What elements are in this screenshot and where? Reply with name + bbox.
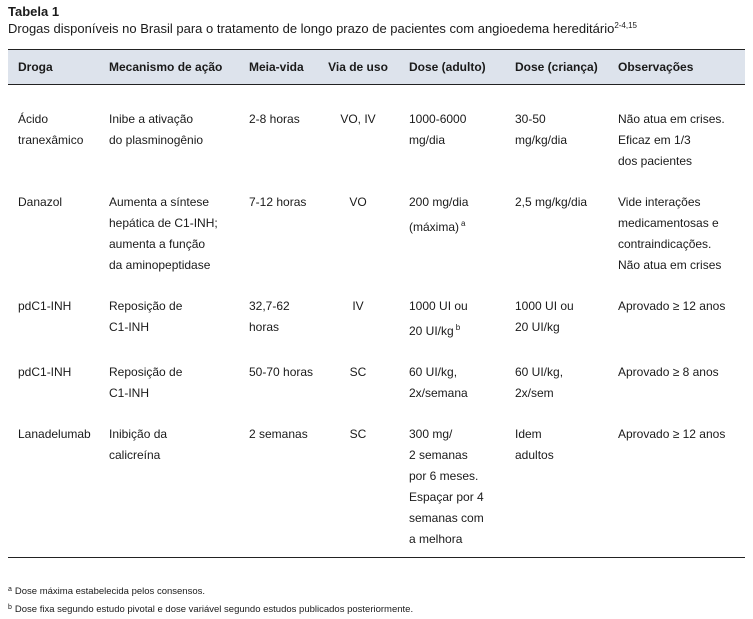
cell-dose-crianca-text: 2,5 mg/kg/dia — [515, 195, 588, 209]
footnote-text: Dose máxima estabelecida pelos consensos. — [14, 586, 206, 597]
cell-via-text: IV — [352, 299, 364, 313]
cell-dose-adulto — [399, 424, 505, 558]
cell-via — [317, 85, 399, 193]
cell-droga — [8, 296, 99, 362]
header-mecanismo: Mecanismo de ação — [99, 50, 239, 85]
cell-observacoes-text: Vide interações medicamentosas e contraindicações. Não atua em crises — [618, 195, 722, 272]
cell-dose-crianca — [505, 362, 608, 424]
cell-mecanismo — [99, 85, 239, 193]
header-observacoes: Observações — [608, 50, 745, 85]
header-droga: Droga — [8, 50, 99, 85]
cell-dose-adulto-text: 1000 UI ou 20 UI/kg — [409, 299, 468, 338]
table-row — [8, 192, 745, 296]
cell-observacoes — [608, 192, 745, 296]
cell-mecanismo-text: Inibe a ativação do plasminogênio — [109, 112, 204, 147]
cell-via — [317, 296, 399, 362]
cell-meia-vida — [239, 192, 317, 296]
cell-dose-adulto — [399, 362, 505, 424]
cell-droga — [8, 362, 99, 424]
cell-dose-adulto-text: 60 UI/kg, 2x/semana — [409, 365, 468, 400]
table-row — [8, 296, 745, 362]
cell-observacoes — [608, 424, 745, 558]
cell-droga-text: pdC1-INH — [18, 365, 72, 379]
cell-dose-adulto — [399, 85, 505, 193]
header-meia-vida: Meia-vida — [239, 50, 317, 85]
cell-via-text: SC — [349, 365, 367, 379]
table-row — [8, 362, 745, 424]
header-dose-adulto: Dose (adulto) — [399, 50, 505, 85]
cell-observacoes — [608, 296, 745, 362]
cell-observacoes-text: Não atua em crises. Eficaz em 1/3 dos pacientes — [618, 112, 725, 168]
cell-mecanismo-text: Aumenta a síntese hepática de C1-INH; aumenta a função da aminopeptidase — [109, 195, 218, 272]
drug-table — [8, 49, 745, 558]
footnote-reference: a — [461, 219, 466, 228]
cell-dose-adulto-text: 200 mg/dia (máxima) — [409, 195, 469, 234]
footnote-b — [8, 600, 413, 618]
cell-droga-text: Ácido tranexâmico — [18, 112, 84, 147]
cell-mecanismo — [99, 424, 239, 558]
cell-dose-crianca — [505, 85, 608, 193]
cell-meia-vida-text: 50-70 horas — [249, 365, 314, 379]
cell-via — [317, 362, 399, 424]
footnote-reference: b — [455, 323, 461, 332]
cell-mecanismo-text: Inibição da calicreína — [109, 427, 168, 462]
cell-dose-crianca — [505, 296, 608, 362]
cell-observacoes-text: Aprovado ≥ 12 anos — [618, 299, 726, 313]
cell-dose-crianca — [505, 192, 608, 296]
header-dose-crianca: Dose (criança) — [505, 50, 608, 85]
cell-via — [317, 192, 399, 296]
table-title: Tabela 1 — [8, 4, 60, 19]
cell-observacoes-text: Aprovado ≥ 12 anos — [618, 427, 726, 441]
footnote-a — [8, 582, 413, 600]
cell-droga-text: pdC1-INH — [18, 299, 72, 313]
cell-meia-vida-text: 32,7-62 horas — [249, 299, 290, 334]
table-row — [8, 85, 745, 193]
cell-mecanismo-text: Reposição de C1-INH — [109, 365, 183, 400]
cell-meia-vida-text: 2-8 horas — [249, 112, 300, 126]
cell-mecanismo-text: Reposição de C1-INH — [109, 299, 183, 334]
cell-meia-vida — [239, 85, 317, 193]
cell-via — [317, 424, 399, 558]
cell-observacoes — [608, 362, 745, 424]
table-row — [8, 424, 745, 558]
cell-droga-text: Danazol — [18, 195, 63, 209]
cell-meia-vida-text: 7-12 horas — [249, 195, 307, 209]
cell-observacoes-text: Aprovado ≥ 8 anos — [618, 365, 719, 379]
table-subtitle — [8, 21, 637, 36]
cell-meia-vida — [239, 424, 317, 558]
drug-table-container — [8, 49, 745, 558]
cell-dose-crianca-text: 1000 UI ou 20 UI/kg — [515, 299, 574, 334]
cell-via-text: VO — [349, 195, 367, 209]
footnote-mark: b — [8, 604, 12, 611]
cell-mecanismo — [99, 362, 239, 424]
cell-dose-crianca-text: 60 UI/kg, 2x/sem — [515, 365, 564, 400]
cell-droga — [8, 85, 99, 193]
footnote-text: Dose fixa segundo estudo pivotal e dose variável segundo estudos publicados posteriormente. — [14, 604, 414, 615]
header-via: Via de uso — [317, 50, 399, 85]
subtitle-text: Drogas disponíveis no Brasil para o tratamento de longo prazo de pacientes com angioedema hereditário — [8, 21, 615, 36]
cell-meia-vida-text: 2 semanas — [249, 427, 308, 441]
cell-droga — [8, 192, 99, 296]
cell-meia-vida — [239, 296, 317, 362]
cell-via-text: SC — [349, 427, 367, 441]
cell-dose-adulto-text: 1000-6000 mg/dia — [409, 112, 467, 147]
subtitle-references: 2-4,15 — [614, 21, 637, 30]
cell-droga-text: Lanadelumab — [18, 427, 91, 441]
cell-mecanismo — [99, 192, 239, 296]
table-header-row — [8, 50, 745, 85]
cell-via-text: VO, IV — [340, 112, 376, 126]
cell-dose-adulto-text: 300 mg/ 2 semanas por 6 meses. Espaçar por 4 semanas com a melhora — [409, 427, 484, 546]
cell-dose-adulto — [399, 296, 505, 362]
cell-meia-vida — [239, 362, 317, 424]
cell-mecanismo — [99, 296, 239, 362]
footnote-mark: a — [8, 586, 12, 593]
cell-dose-crianca-text: 30-50 mg/kg/dia — [515, 112, 568, 147]
footnotes — [8, 582, 413, 618]
cell-dose-adulto — [399, 192, 505, 296]
cell-droga — [8, 424, 99, 558]
cell-dose-crianca — [505, 424, 608, 558]
cell-observacoes — [608, 85, 745, 193]
cell-dose-crianca-text: Idem adultos — [515, 427, 554, 462]
table-body — [8, 85, 745, 558]
